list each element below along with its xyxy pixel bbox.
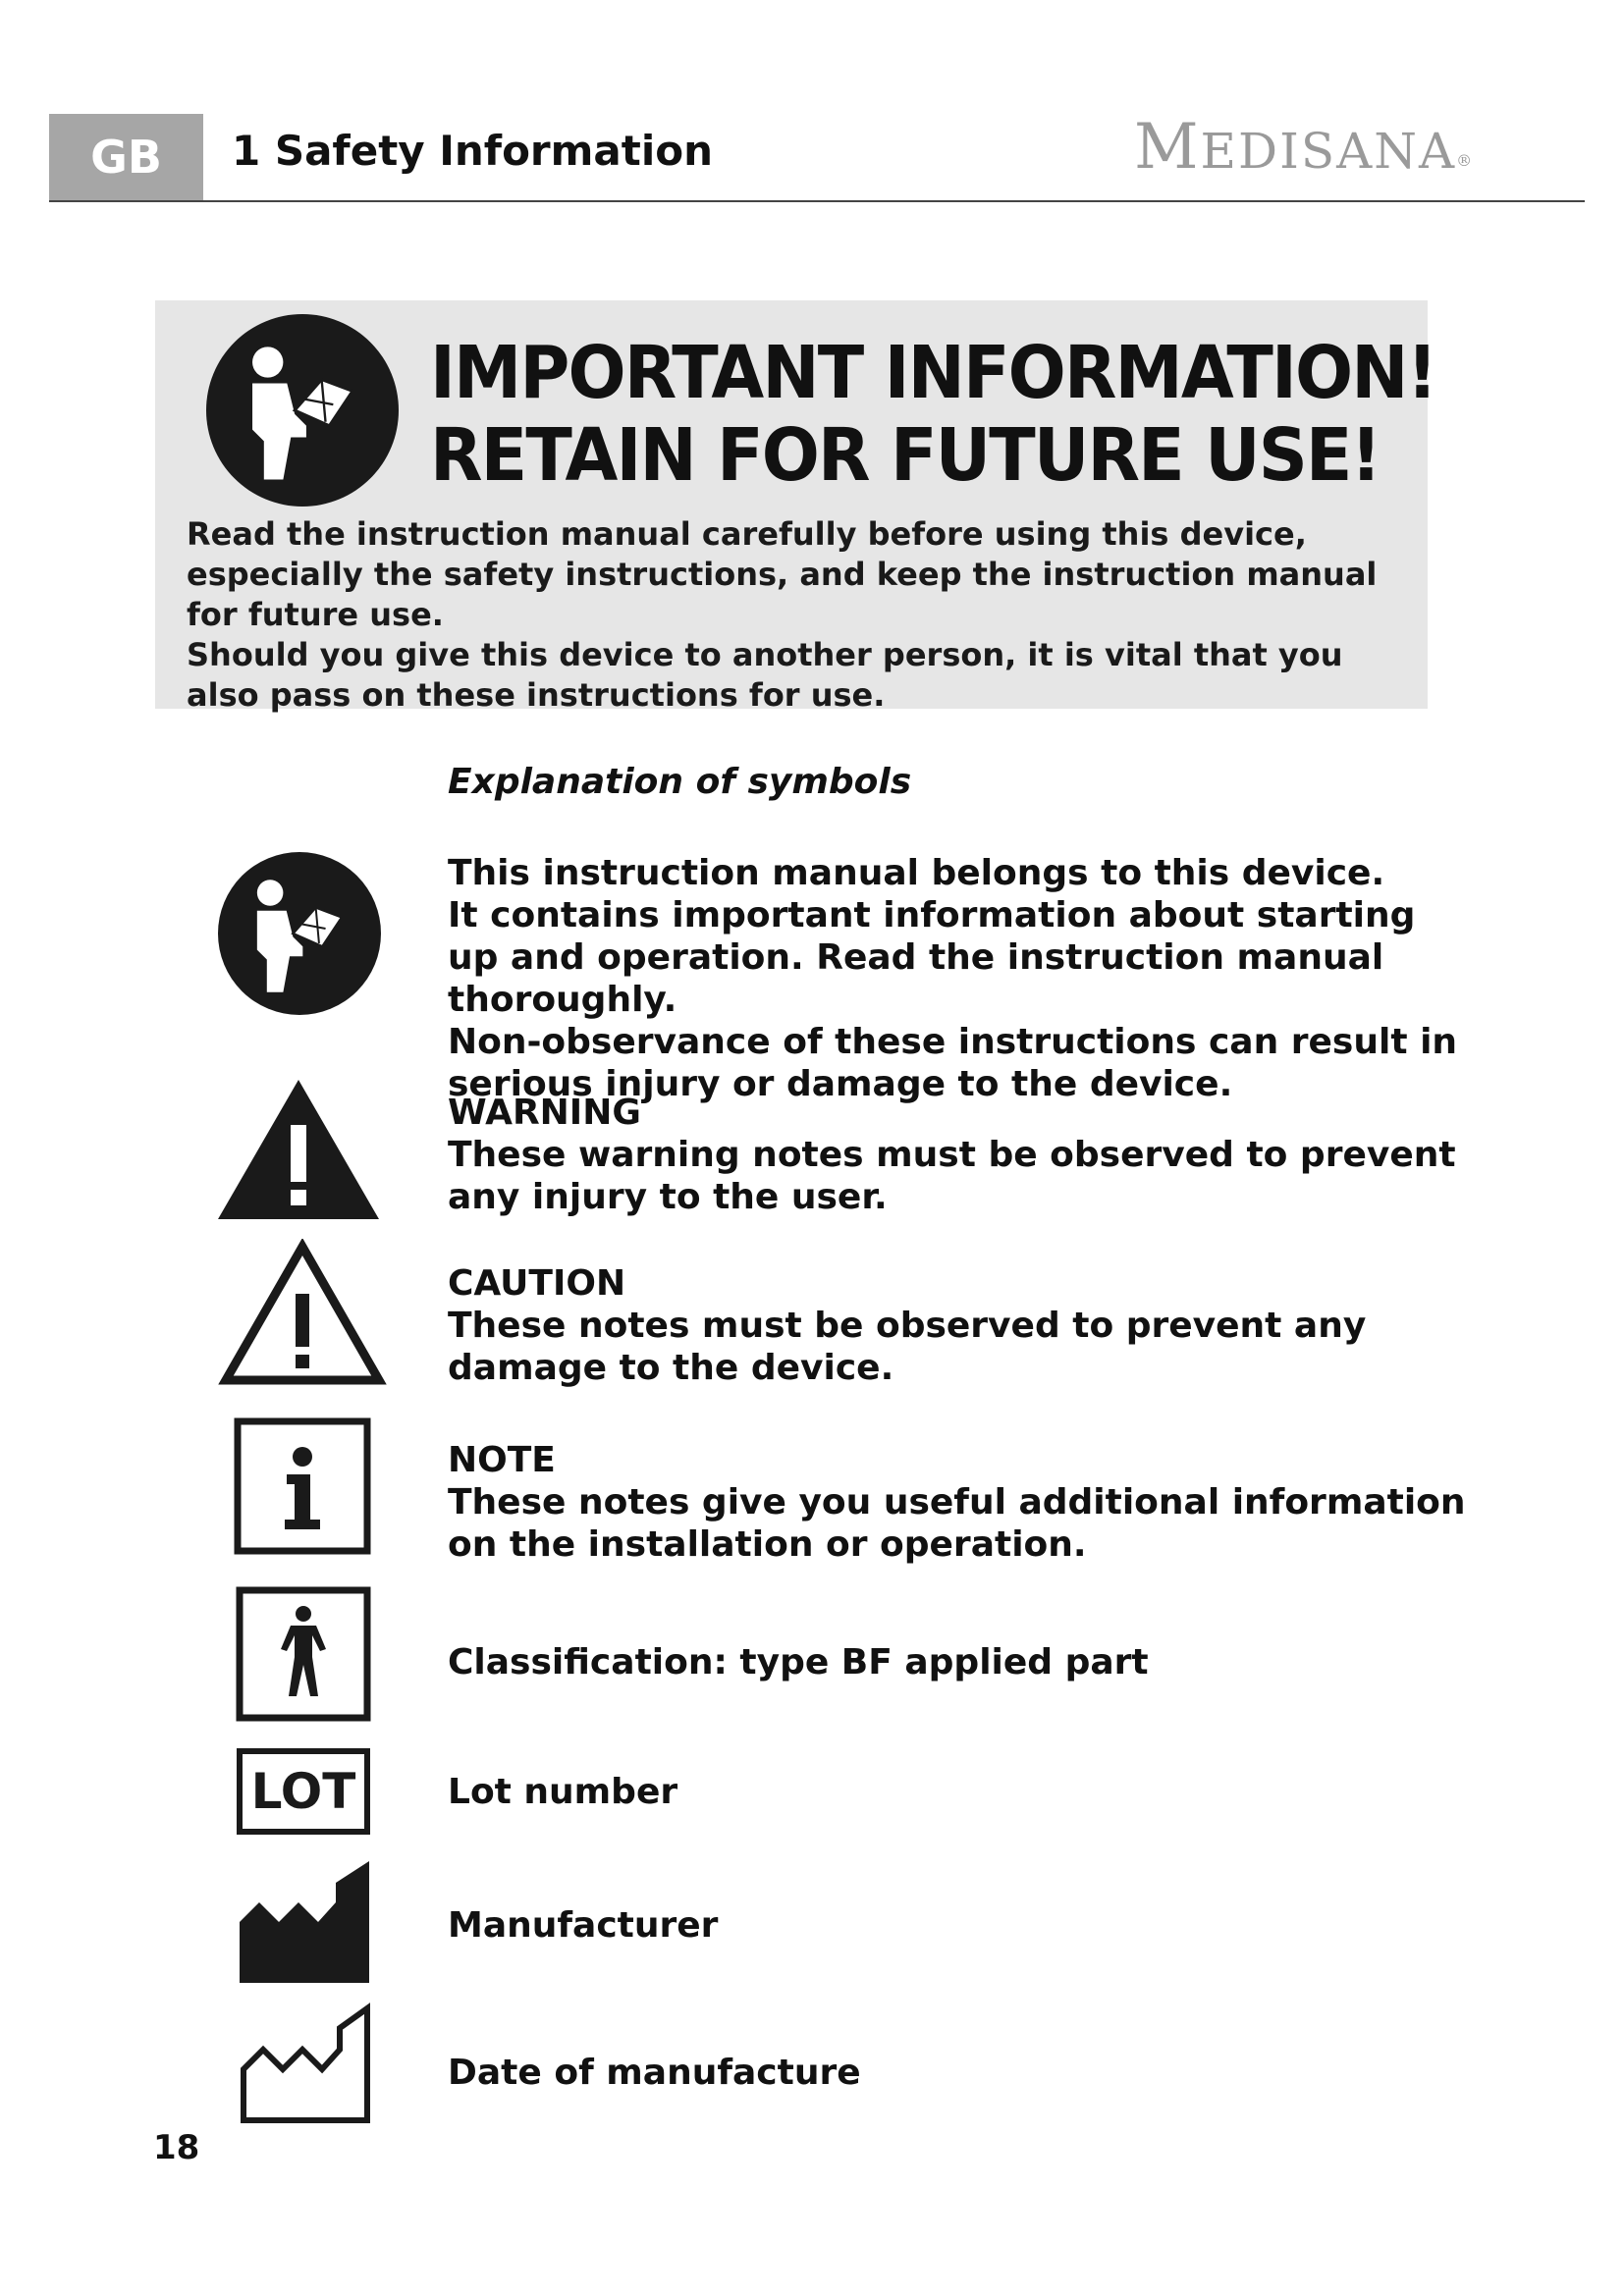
important-paragraph-1: Read the instruction manual carefully before using this device, especially the safety instructions, and keep the instruction manual for future use. [187,515,1378,633]
lot-icon-text: LOT [250,1763,356,1820]
symbol-text-caution [448,1262,1469,1389]
symbol-line: These warning notes must be observed to prevent any injury to the user. [448,1135,1456,1217]
symbol-line: Manufacturer [448,1905,719,1946]
warning-icon [214,1076,383,1223]
date-of-manufacture-icon [238,2001,373,2126]
lot-icon [236,1747,371,1836]
symbols-heading: Explanation of symbols [448,762,912,802]
brand-logo-rest: EDISANA [1200,123,1457,180]
header-divider [49,200,1585,202]
symbol-line: Lot number [448,1772,678,1812]
brand-logo [1134,110,1474,188]
brand-logo-initial: M [1134,111,1201,184]
symbol-text-manual [448,852,1469,1105]
caution-icon [218,1239,387,1388]
symbol-line: Non-observance of these instructions can result in serious injury or damage to the device. [448,1022,1458,1104]
manufacturer-icon [238,1861,371,1985]
info-icon [234,1417,371,1555]
page-number: 18 [153,2128,200,2167]
symbol-line: These notes give you useful additional information on the installation or operation. [448,1482,1466,1565]
symbol-line: Classification: type BF applied part [448,1642,1149,1682]
symbol-text-type-bf [448,1641,1469,1683]
important-information-box [155,300,1436,714]
symbol-text-lot [448,1771,1469,1813]
section-title: 1 Safety Information [232,127,713,175]
symbol-line: This instruction manual belongs to this device. [448,853,1385,893]
headline-line-1: IMPORTANT INFORMATION! [430,331,1436,415]
symbol-text-manufacturer [448,1904,1469,1947]
language-tab: GB [49,114,203,200]
read-manual-icon [206,314,399,507]
symbol-title: NOTE [448,1440,556,1480]
symbol-line: It contains important information about starting up and operation. Read the instruction manual thoroughly. [448,895,1416,1020]
type-bf-icon [236,1586,371,1722]
symbol-text-date-of-manufacture [448,2052,1469,2094]
brand-logo-mark: ® [1456,151,1475,170]
headline-line-2: RETAIN FOR FUTURE USE! [430,413,1380,498]
symbol-title: WARNING [448,1093,641,1133]
symbol-title: CAUTION [448,1263,626,1304]
symbol-text-warning [448,1092,1469,1218]
important-paragraph-2: Should you give this device to another person, it is vital that you also pass on these instructions for use. [187,636,1343,714]
symbol-text-note [448,1439,1469,1566]
symbol-line: These notes must be observed to prevent any damage to the device. [448,1306,1367,1388]
important-headline [430,331,1436,498]
read-manual-icon [218,852,381,1015]
symbol-line: Date of manufacture [448,2053,861,2093]
important-text [187,514,1404,716]
